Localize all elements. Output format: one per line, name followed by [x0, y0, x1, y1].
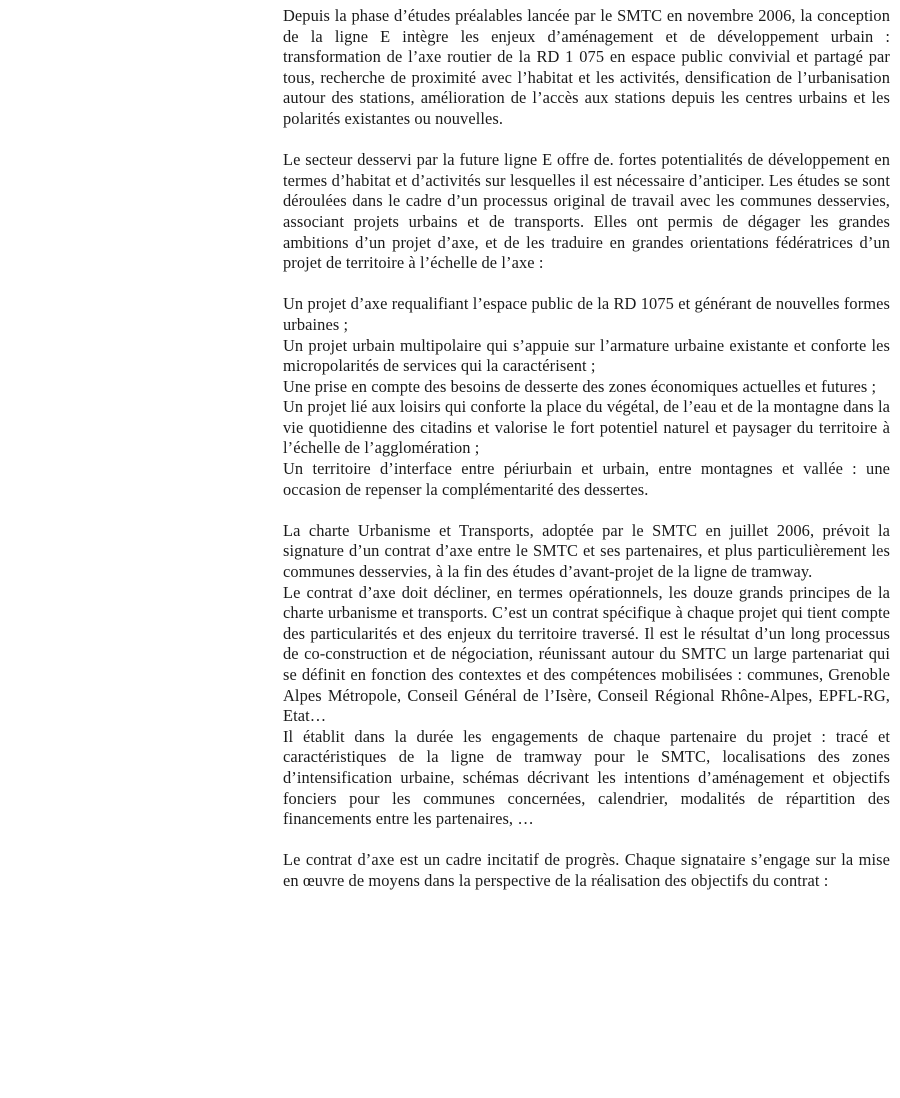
- list-item: Un territoire d’interface entre périurbain et urbain, entre montagnes et vallée : une occasion de repenser la complémentarité des dessertes.: [283, 459, 890, 499]
- list-item: Un projet urbain multipolaire qui s’appuie sur l’armature urbaine existante et conforte les micropolarités de services qui la caractérisent ;: [283, 335, 890, 376]
- list-item: Un projet lié aux loisirs qui conforte la place du végétal, de l’eau et de la montagne dans la vie quotidienne des citadins et valorise le fort potentiel naturel et paysager du territoire à l’échelle de l’agglomération ;: [283, 397, 890, 458]
- paragraph-contract: Le contrat d’axe doit décliner, en termes opérationnels, les douze grands principes de la charte urbanisme et transports. C’est un contrat spécifique à chaque projet qui tient compte des particularités et des enjeux du territoire traversé. Il est le résultat d’un long processus de co-construction et de négociation, réunissant autour du SMTC un large partenariat qui se définit en fonction des contextes et des compétences mobilisées : communes, Grenoble Alpes Métropole, Conseil Général de l’Isère, Conseil Régional Rhône-Alpes, EPFL-RG, Etat…: [283, 582, 890, 726]
- paragraph-incentive: Le contrat d’axe est un cadre incitatif de progrès. Chaque signataire s’engage sur la mise en œuvre de moyens dans la perspective de la réalisation des objectifs du contrat :: [283, 850, 890, 890]
- paragraph-gap: [283, 130, 890, 151]
- paragraph-gap: [283, 274, 890, 295]
- paragraph-gap: [283, 830, 890, 851]
- paragraph-commitments: Il établit dans la durée les engagements de chaque partenaire du projet : tracé et caractéristiques de la ligne de tramway pour le SMTC, localisations des zones d’intensification urbaine, schémas décrivant les intentions d’aménagement et objectifs fonciers pour les communes concernées, calendrier, modalités de répartition des financements entre les partenaires, …: [283, 726, 890, 829]
- paragraph-charter: La charte Urbanisme et Transports, adoptée par le SMTC en juillet 2006, prévoit la signature d’un contrat d’axe entre le SMTC et ses partenaires, et plus particulièrement les communes desservies, à la fin des études d’avant-projet de la ligne de tramway.: [283, 520, 890, 582]
- document-page: [283, 6, 890, 892]
- paragraph-gap: [283, 500, 890, 521]
- orientations-list: [283, 294, 890, 500]
- list-item: Une prise en compte des besoins de desserte des zones économiques actuelles et futures ;: [283, 376, 877, 396]
- paragraph-intro: Depuis la phase d’études préalables lancée par le SMTC en novembre 2006, la conception de la ligne E intègre les enjeux d’aménagement et de développement urbain : transformation de l’axe routier de la RD 1 075 en espace public convivial et partagé par tous, recherche de proximité avec l’habitat et les activités, densification de l’urbanisation autour des stations, amélioration de l’accès aux stations depuis les centres urbains et les polarités existantes ou nouvelles.: [283, 6, 890, 128]
- list-item: Un projet d’axe requalifiant l’espace public de la RD 1075 et générant de nouvelles formes urbaines ;: [283, 294, 890, 334]
- paragraph-sector: Le secteur desservi par la future ligne E offre de. fortes potentialités de développement en termes d’habitat et d’activités sur lesquelles il est nécessaire d’anticiper. Les études se sont déroulées dans le cadre d’un processus original de travail avec les communes desservies, associant projets urbains et de transports. Elles ont permis de dégager les grandes ambitions d’un projet d’axe, et de les traduire en grandes orientations fédératrices d’un projet de territoire à l’échelle de l’axe :: [283, 150, 890, 273]
